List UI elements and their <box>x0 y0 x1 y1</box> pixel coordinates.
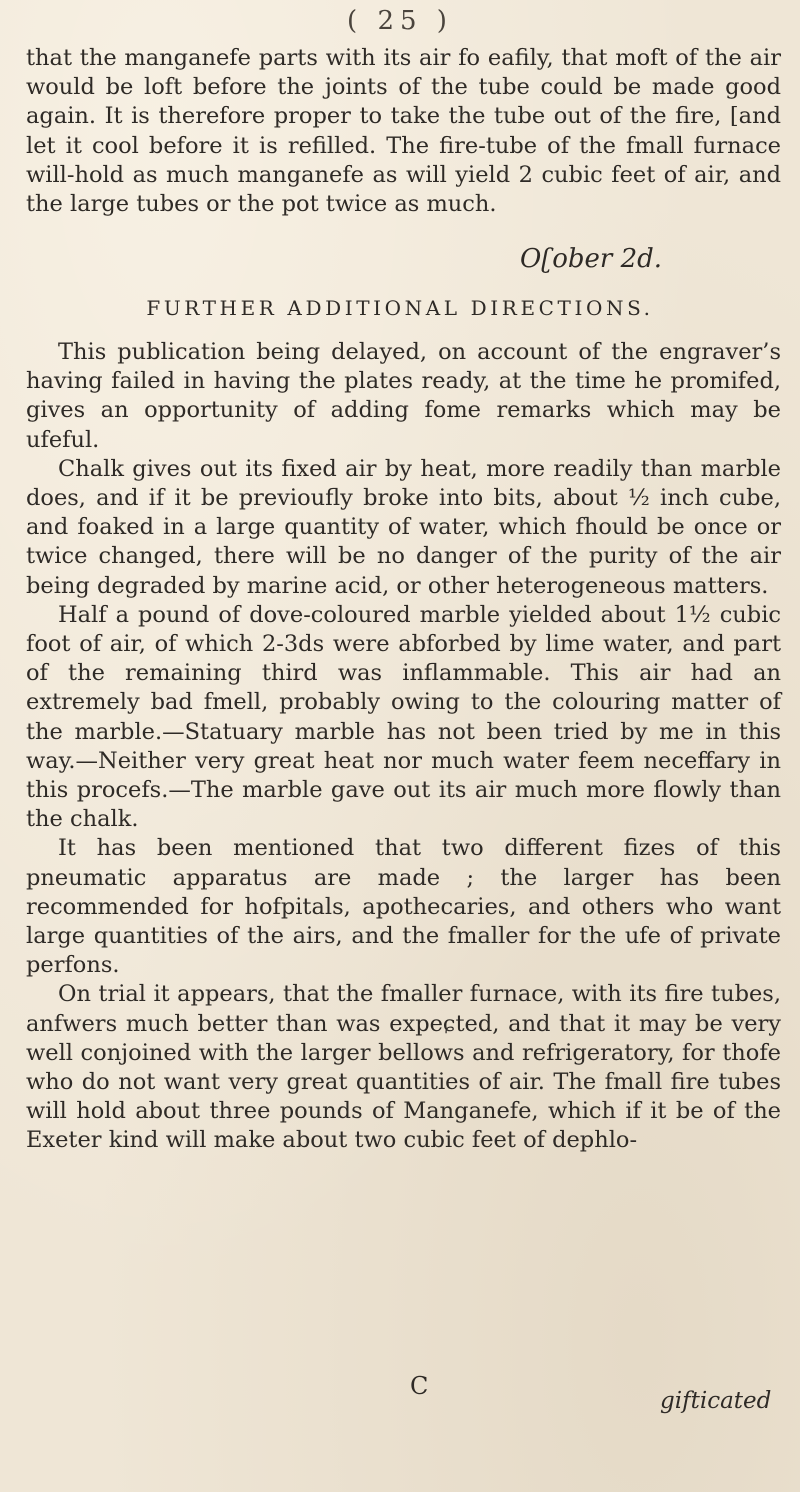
catchword: gifticated <box>660 1388 772 1414</box>
section-heading: FURTHER ADDITIONAL DIRECTIONS. <box>146 296 654 320</box>
paragraph: that the manganefe parts with its air fo eafily, that moft of the air would be loft before the joints of the tube could be made good again. It is therefore proper to take the tube out of the fire, [and let it cool before it is refilled. The fire-tube of the fmall furnace will-hold as much manganefe as will yield 2 cubic feet of air, and the large tubes or the pot twice as much. <box>26 45 781 218</box>
page-number: ( 25 ) <box>347 6 453 36</box>
paragraph: It has been mentioned that two different fizes of this pneumatic apparatus are made ; the larger has been recommended for hofpitals, apothecaries, and others who want large quantities of the airs, and the fmaller for the ufe of private perfons. <box>26 835 781 979</box>
paragraph: On trial it appears, that the fmaller furnace, with its fire tubes, anfwers much better than was expeɕted, and that it may be very well conjoined with the larger bellows and refrigeratory, for thofe who do not want very great quantities of air. The fmall fire tubes will hold about three pounds of Manganefe, which if it be of the Exeter kind will make about two cubic feet of dephlo- <box>26 981 781 1154</box>
signature-mark: C <box>410 1372 429 1400</box>
paragraph: Half a pound of dove-coloured marble yielded about 1½ cubic foot of air, of which 2-3ds were abforbed by lime water, and part of the remaining third was inflammable. This air had an extremely bad fmell, probably owing to the colouring matter of the marble.—Statuary marble has not been tried by me in this way.—Neither very great heat nor much water feem neceffary in this procefs.—The marble gave out its air much more flowly than the chalk. <box>26 601 781 833</box>
continued-paragraph <box>26 44 781 219</box>
paragraph: Chalk gives out its fixed air by heat, more readily than marble does, and if it be previoufly broke into bits, about ½ inch cube, and foaked in a large quantity of water, which fhould be once or twice changed, there will be no danger of the purity of the air being degraded by marine acid, or other heterogeneous matters. <box>26 455 781 599</box>
section-body <box>26 338 781 1156</box>
dateline: Oʗober 2d. <box>520 244 663 274</box>
paragraph: This publication being delayed, on account of the engraver’s having failed in having the plates ready, at the time he promifed, gives an opportunity of adding fome remarks which may be ufeful. <box>26 339 781 453</box>
